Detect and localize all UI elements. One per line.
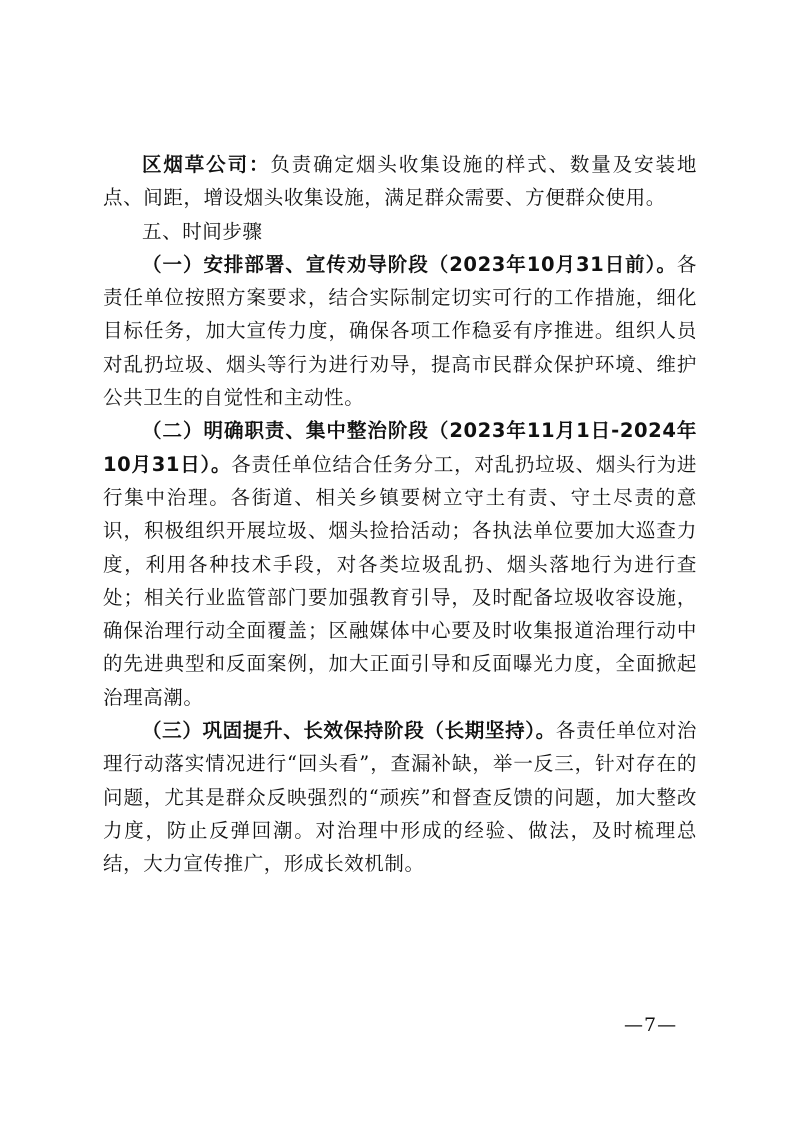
paragraph-lead: （三）巩固提升、长效保持阶段（长期坚持）。 xyxy=(142,719,556,743)
section-heading-time-steps xyxy=(103,215,697,248)
paragraph-text: 各责任单位结合任务分工，对乱扔垃圾、烟头行为进行集中治理。各街道、相关乡镇要树立守土有责、守土尽责的意识，积极组织开展垃圾、烟头捡拾活动；各执法单位要加大巡查力度，利用各种技术手段，对各类垃圾乱扔、烟头落地行为进行查处；相关行业监管部门要加强教育引导，及时配备垃圾收容设施，确保治理行动全面覆盖；区融媒体中心要及时收集报道治理行动中的先进典型和反面案例，加大正面引导和反面曝光力度，全面掀起治理高潮。 xyxy=(103,452,697,709)
paragraph-lead: （二）明确职责、集中整治阶段（2023年11月1日-2024年10月31日）。 xyxy=(103,419,697,476)
paragraph-text: 各责任单位对治理行动落实情况进行“回头看”，查漏补缺，举一反三，针对存在的问题，尤其是群众反映强烈的“顽疾”和督查反馈的问题，加大整改力度，防止反弹回潮。对治理中形成的经验、做法，及时梳理总结，大力宣传推广，形成长效机制。 xyxy=(103,719,697,876)
page-number: —7— xyxy=(624,1014,678,1036)
paragraph-phase-three xyxy=(103,714,697,880)
paragraph-lead: （一）安排部署、宣传劝导阶段（2023年10月31日前）。 xyxy=(142,252,677,276)
paragraph-phase-two xyxy=(103,414,697,714)
paragraph-lead: 区烟草公司： xyxy=(142,153,271,176)
paragraph-text: 各责任单位按照方案要求，结合实际制定切实可行的工作措施，细化目标任务，加大宣传力度，确保各项工作稳妥有序推进。组织人员对乱扔垃圾、烟头等行为进行劝导，提高市民群众保护环境、维护公共卫生的自觉性和主动性。 xyxy=(103,252,697,410)
document-body xyxy=(103,148,697,881)
paragraph-tobacco-company xyxy=(103,148,697,215)
paragraph-phase-one xyxy=(103,248,697,414)
section-heading-text: 五、时间步骤 xyxy=(142,219,263,243)
paragraph-text: 负责确定烟头收集设施的样式、数量及安装地点、间距，增设烟头收集设施，满足群众需要、方便群众使用。 xyxy=(103,153,697,210)
